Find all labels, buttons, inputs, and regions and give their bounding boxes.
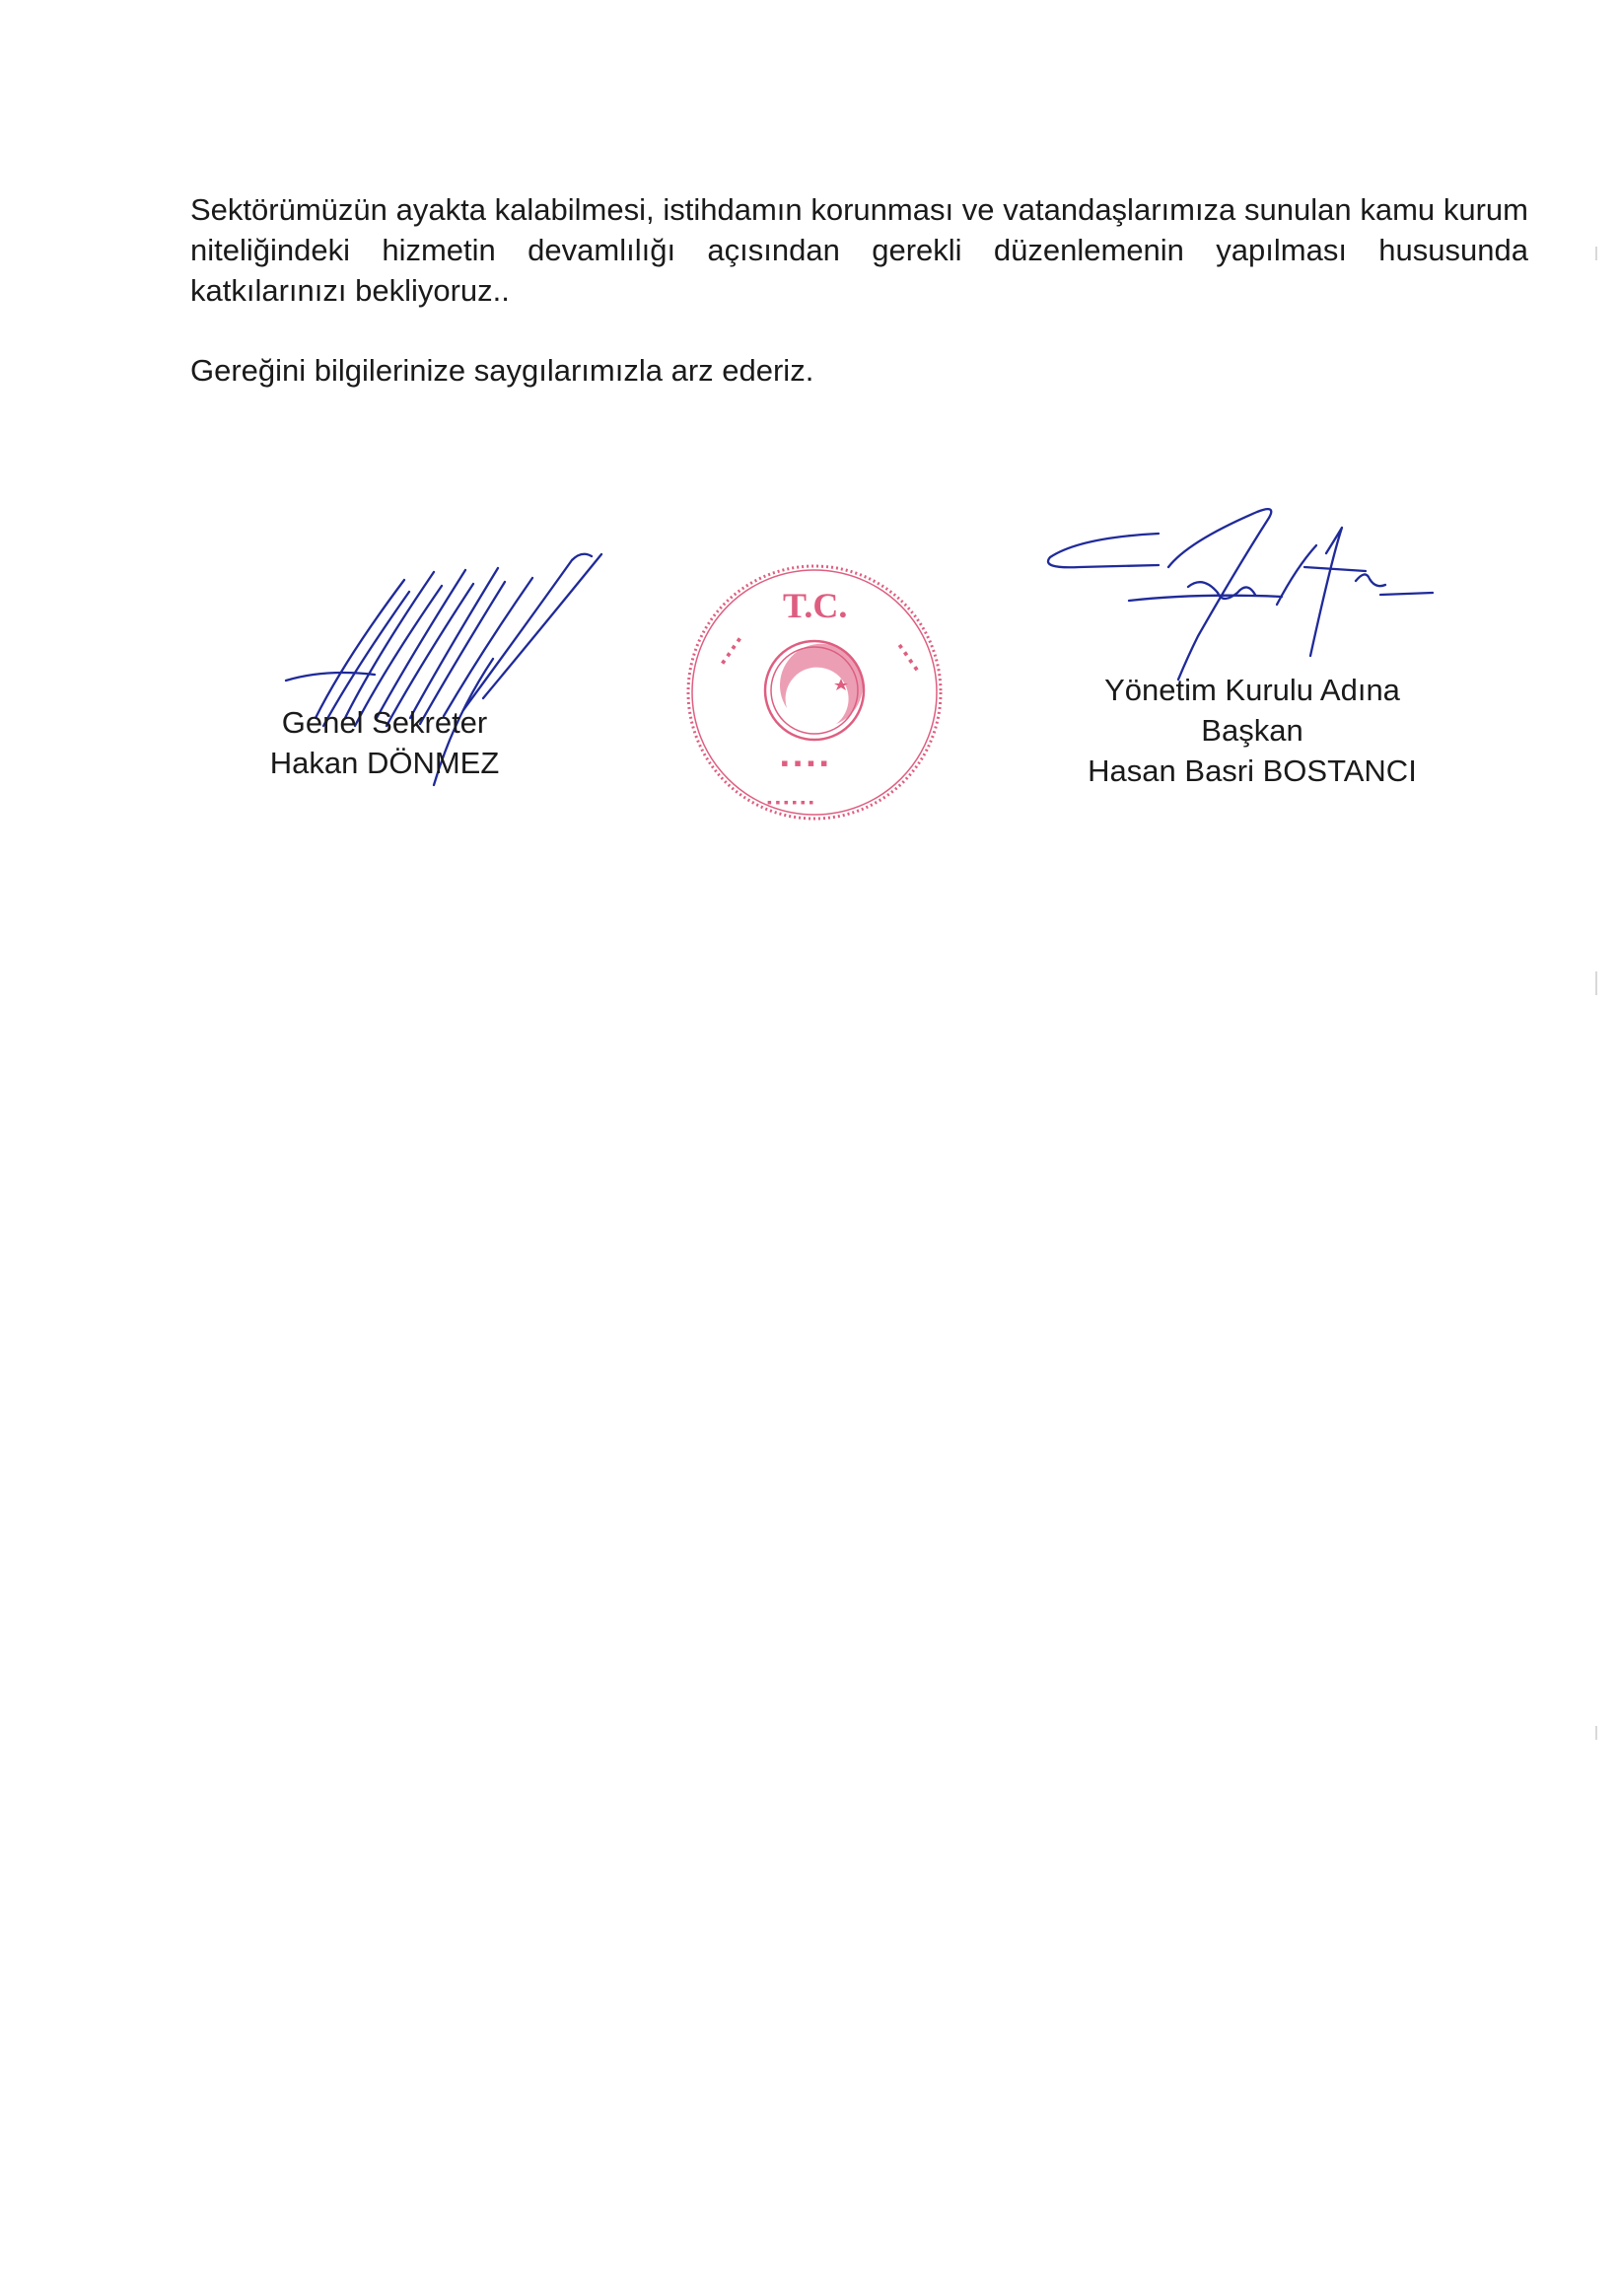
signatory-right (1045, 670, 1459, 791)
paragraph-request: Sektörümüzün ayakta kalabilmesi, istihdamın korunması ve vatandaşlarımıza sunulan kamu kurum niteliğindeki hizmetin devamlılığı açısından gerekli düzenlemenin yapılması hususunda katkılarınızı bekliyoruz.. (190, 192, 1528, 308)
signatory-right-line1: Yönetim Kurulu Adına (1104, 673, 1400, 707)
signatory-left-name: Hakan DÖNMEZ (269, 746, 500, 780)
signatory-left (237, 702, 532, 783)
svg-text:▪ ▪ ▪ ▪: ▪ ▪ ▪ ▪ (781, 751, 828, 775)
signatory-left-title: Genel Sekreter (281, 705, 488, 740)
signatory-right-name: Hasan Basri BOSTANCI (1088, 753, 1417, 788)
signature-right (1040, 498, 1435, 695)
svg-text:▪ ▪ ▪ ▪: ▪ ▪ ▪ ▪ (716, 633, 747, 670)
svg-text:▪ ▪ ▪ ▪: ▪ ▪ ▪ ▪ (891, 640, 924, 676)
svg-text:▪ ▪ ▪ ▪ ▪ ▪: ▪ ▪ ▪ ▪ ▪ ▪ (767, 796, 814, 811)
scan-margin-mark (1595, 1726, 1597, 1740)
scan-margin-mark (1595, 247, 1597, 260)
seal-top-text: T.C. (783, 586, 848, 625)
scan-margin-mark (1595, 971, 1597, 995)
official-seal (678, 548, 954, 834)
signatory-right-title: Başkan (1201, 713, 1303, 748)
paragraph-closing: Gereğini bilgilerinize saygılarımızla arz ederiz. (190, 353, 814, 388)
